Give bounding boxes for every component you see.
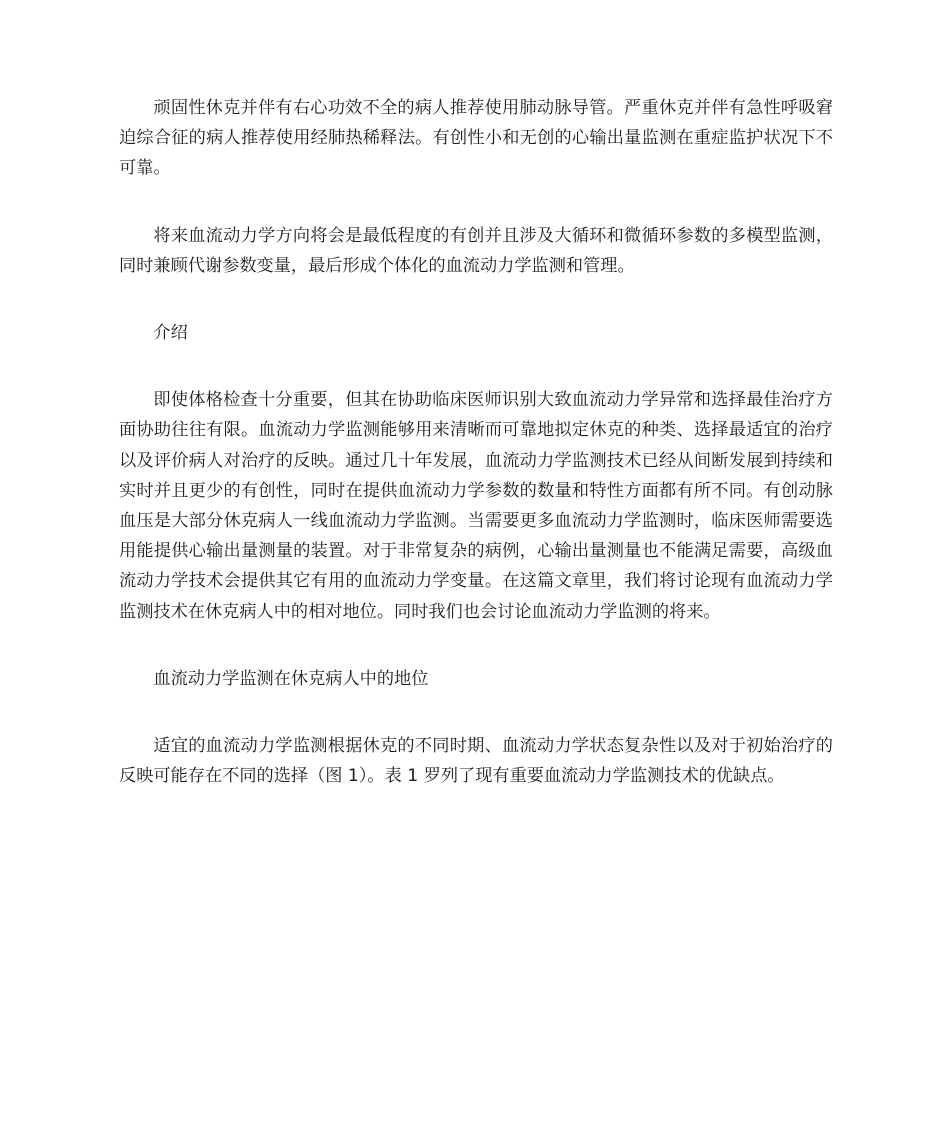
paragraph-pulmonary-catheter: 顽固性休克并伴有右心功效不全的病人推荐使用肺动脉导管。严重休克并伴有急性呼吸窘迫综合征的病人推荐使用经肺热稀释法。有创性小和无创的心输出量监测在重症监护状况下不可靠。 <box>119 98 833 179</box>
section-heading-introduction: 介绍 <box>153 323 188 344</box>
paragraph-introduction-body: 即使体格检查十分重要，但其在协助临床医师识别大致血流动力学异常和选择最佳治疗方面协助往往有限。血流动力学监测能够用来清晰而可靠地拟定休克的种类、选择最适宜的治疗以及评价病人对治疗的反映。通过几十年发展，血流动力学监测技术已经从间断发展到持续和实时并且更少的有创性，同时在提供血流动力学参数的数量和特性方面都有所不同。有创动脉血压是大部分休克病人一线血流动力学监测。当需要更多血流动力学监测时，临床医师需要选用能提供心输出量测量的装置。对于非常复杂的病例，心输出量测量也不能满足需要，高级血流动力学技术会提供其它有用的血流动力学变量。在这篇文章里，我们将讨论现有血流动力学监测技术在休克病人中的相对地位。同时我们也会讨论血流动力学监测的将来。 <box>119 390 833 622</box>
paragraph-monitoring-choice: 适宜的血流动力学监测根据休克的不同时期、血流动力学状态复杂性以及对于初始治疗的反映可能存在不同的选择（图 1）。表 1 罗列了现有重要血流动力学监测技术的优缺点。 <box>119 736 833 787</box>
section-heading-monitoring-role: 血流动力学监测在休克病人中的地位 <box>153 668 429 689</box>
document-body <box>119 93 833 828</box>
paragraph-future-monitoring: 将来血流动力学方向将会是最低程度的有创并且涉及大循环和微循环参数的多模型监测，同时兼顾代谢参数变量，最后形成个体化的血流动力学监测和管理。 <box>119 225 833 276</box>
